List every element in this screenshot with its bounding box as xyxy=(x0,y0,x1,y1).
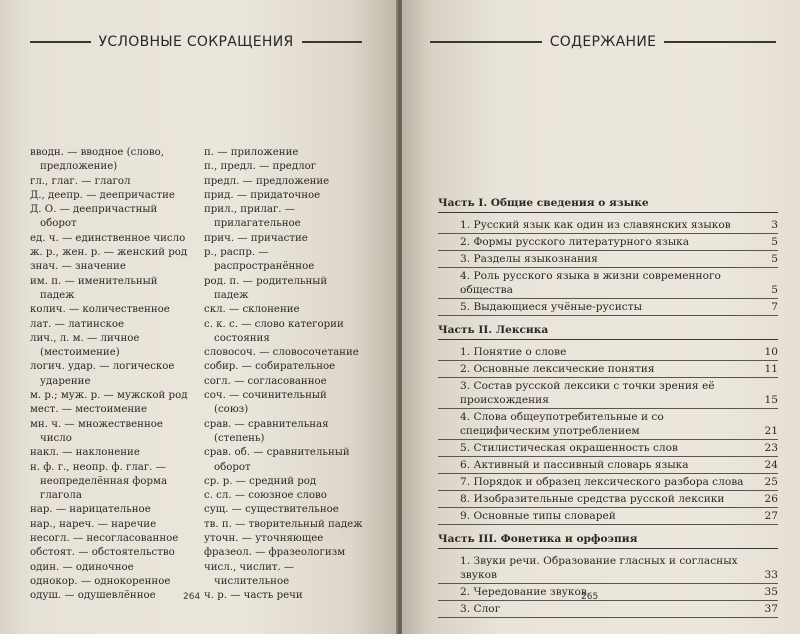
toc-entry xyxy=(438,440,778,457)
toc-entry-page: 10 xyxy=(764,346,778,358)
abbreviation-entry: н. ф. г., неопр. ф. глаг. — неопределённая форма глагола xyxy=(30,461,168,502)
head-rule-right xyxy=(664,41,776,43)
abbreviation-entry: ед. ч. — единственное число xyxy=(30,232,186,244)
toc-entry xyxy=(438,457,778,474)
right-running-head-title: СОДЕРЖАНИЕ xyxy=(549,34,657,50)
toc-entry xyxy=(438,378,778,409)
abbreviation-entry: однокор. — однокоренное xyxy=(30,575,171,587)
head-rule-right xyxy=(302,41,363,43)
toc-entry xyxy=(438,584,778,601)
abbreviation-entry: р., распр. — распространённое xyxy=(204,247,315,273)
abbreviation-entry: накл. — наклонение xyxy=(30,447,140,459)
toc-entry-title: 7. Порядок и образец лексического разбора слова xyxy=(460,476,744,488)
toc-entry-page: 3 xyxy=(771,219,778,231)
abbreviation-entry: один. — одиночное xyxy=(30,561,134,573)
toc-entry-page: 26 xyxy=(764,493,778,505)
abbreviation-entry: ч. р. — часть речи xyxy=(204,590,303,602)
toc-entry-title: 8. Изобразительные средства русской лексики xyxy=(460,493,725,505)
toc-entry-page: 35 xyxy=(764,586,778,598)
abbreviation-entry: предл. — предложение xyxy=(204,175,330,187)
toc-entry xyxy=(438,268,778,299)
toc-entry-title: 5. Выдающиеся учёные-русисты xyxy=(460,301,642,313)
abbreviation-entry: логич. удар. — логическое ударение xyxy=(30,361,175,387)
left-page xyxy=(0,0,398,634)
abbreviation-entry: гл., глаг. — глагол xyxy=(30,175,131,187)
abbreviations-column-1 xyxy=(30,146,194,604)
head-rule-left xyxy=(430,41,542,43)
abbreviation-entry: мест. — местоимение xyxy=(30,404,147,416)
toc-entry xyxy=(438,234,778,251)
toc-entry-title: 3. Разделы языкознания xyxy=(460,253,598,265)
abbreviation-entry: собир. — собирательное xyxy=(204,361,336,373)
table-of-contents xyxy=(438,196,778,618)
toc-entry-page: 5 xyxy=(771,284,778,296)
abbreviation-entry: ср. р. — средний род xyxy=(204,475,317,487)
abbreviation-entry: несогл. — несогласованное xyxy=(30,533,179,545)
abbreviation-entry: п., предл. — предлог xyxy=(204,161,317,173)
abbreviation-entry: им. п. — именительный падеж xyxy=(30,275,158,301)
abbreviation-entry: п. — приложение xyxy=(204,147,299,158)
abbreviation-entry: лат. — латинское xyxy=(30,318,125,330)
toc-entry xyxy=(438,251,778,268)
toc-entry xyxy=(438,361,778,378)
abbreviation-entry: лич., л. м. — личное (местоимение) xyxy=(30,332,140,359)
abbreviation-entry: скл. — склонение xyxy=(204,304,300,316)
abbreviation-entry: прич. — причастие xyxy=(204,232,308,244)
abbreviation-entry: с. к. с. — слово категории состояния xyxy=(204,318,344,344)
toc-entry xyxy=(438,409,778,440)
abbreviation-entry: соч. — сочинительный (союз) xyxy=(204,390,327,416)
abbreviation-entry: с. сл. — союзное слово xyxy=(204,490,327,502)
toc-entry-page: 33 xyxy=(764,569,778,581)
toc-entry xyxy=(438,344,778,361)
abbreviation-entry: срав. об. — сравнительный оборот xyxy=(204,447,350,473)
abbreviation-entry: словосоч. — словосочетание xyxy=(204,347,359,359)
head-rule-left xyxy=(30,41,91,43)
toc-entry-title: 3. Слог xyxy=(460,603,501,615)
abbreviation-entry: срав. — сравнительная (степень) xyxy=(204,418,329,444)
right-page xyxy=(402,0,800,634)
left-page-number: 264 xyxy=(183,592,201,602)
abbreviation-entry: Д. О. — деепричастный оборот xyxy=(30,204,158,230)
abbreviation-entry: числ., числит. — числительное xyxy=(204,561,295,587)
toc-entry-page: 37 xyxy=(764,603,778,615)
abbreviation-entry: фразеол. — фразеологизм xyxy=(204,547,346,559)
abbreviation-entry: нар. — нарицательное xyxy=(30,504,151,516)
abbreviation-entry: прид. — придаточное xyxy=(204,189,321,201)
toc-part-title: Часть III. Фонетика и орфоэпия xyxy=(438,532,778,549)
toc-entry-page: 5 xyxy=(771,253,778,265)
toc-entry xyxy=(438,553,778,584)
abbreviation-entry: сущ. — существительное xyxy=(204,504,339,516)
toc-entry-title: 4. Роль русского языка в жизни современного общества xyxy=(460,270,721,296)
toc-entry-title: 2. Основные лексические понятия xyxy=(460,363,655,375)
toc-entry-page: 7 xyxy=(771,301,778,313)
toc-entry xyxy=(438,217,778,234)
toc-entry xyxy=(438,299,778,316)
toc-entry-page: 27 xyxy=(764,510,778,522)
left-running-head xyxy=(30,32,362,52)
abbreviation-entry: род. п. — родительный падеж xyxy=(204,275,328,301)
abbreviations-column-2 xyxy=(204,146,364,604)
toc-entry-title: 1. Звуки речи. Образование гласных и согласных звуков xyxy=(460,555,738,581)
left-running-head-title: УСЛОВНЫЕ СОКРАЩЕНИЯ xyxy=(98,34,294,50)
abbreviation-entry: прил., прилаг. — прилагательное xyxy=(204,204,301,230)
toc-part-title: Часть I. Общие сведения о языке xyxy=(438,196,778,213)
toc-entry xyxy=(438,491,778,508)
abbreviation-entry: уточн. — уточняющее xyxy=(204,533,324,545)
toc-entry-page: 15 xyxy=(764,394,778,406)
abbreviation-entry: ж. р., жен. р. — женский род xyxy=(30,247,188,259)
toc-entry-title: 5. Стилистическая окрашенность слов xyxy=(460,442,678,454)
toc-entry-title: 6. Активный и пассивный словарь языка xyxy=(460,459,689,471)
toc-entry-page: 21 xyxy=(764,425,778,437)
right-page-number: 265 xyxy=(581,592,599,602)
abbreviation-entry: согл. — согласованное xyxy=(204,375,327,387)
toc-part-title: Часть II. Лексика xyxy=(438,323,778,340)
toc-entry xyxy=(438,601,778,618)
abbreviation-entry: мн. ч. — множественное число xyxy=(30,418,163,444)
toc-entry-title: 3. Состав русской лексики с точки зрения её происхождения xyxy=(460,380,715,406)
toc-entry-page: 25 xyxy=(764,476,778,488)
abbreviation-entry: колич. — количественное xyxy=(30,304,170,316)
toc-entry-title: 1. Русский язык как один из славянских языков xyxy=(460,219,731,231)
toc-entry-title: 1. Понятие о слове xyxy=(460,346,567,358)
abbreviation-entry: м. р.; муж. р. — мужской род xyxy=(30,390,188,402)
toc-entry-title: 9. Основные типы словарей xyxy=(460,510,616,522)
toc-entry-title: 4. Слова общеупотребительные и со специфическим употреблением xyxy=(460,411,664,437)
abbreviation-entry: Д., деепр. — деепричастие xyxy=(30,189,175,201)
abbreviation-entry: вводн. — вводное (слово, предложение) xyxy=(30,147,165,173)
toc-entry-page: 24 xyxy=(764,459,778,471)
abbreviation-entry: тв. п. — творительный падеж xyxy=(204,518,363,530)
toc-entry-page: 5 xyxy=(771,236,778,248)
abbreviation-entry: знач. — значение xyxy=(30,261,126,273)
abbreviation-entry: обстоят. — обстоятельство xyxy=(30,547,175,559)
toc-entry-title: 2. Формы русского литературного языка xyxy=(460,236,690,248)
toc-entry xyxy=(438,508,778,525)
abbreviation-entry: нар., нареч. — наречие xyxy=(30,518,157,530)
right-running-head xyxy=(430,32,776,52)
toc-entry-title: 2. Чередование звуков xyxy=(460,586,587,598)
toc-entry-page: 11 xyxy=(764,363,778,375)
toc-entry xyxy=(438,474,778,491)
toc-entry-page: 23 xyxy=(764,442,778,454)
abbreviation-entry: одуш. — одушевлённое xyxy=(30,590,156,602)
